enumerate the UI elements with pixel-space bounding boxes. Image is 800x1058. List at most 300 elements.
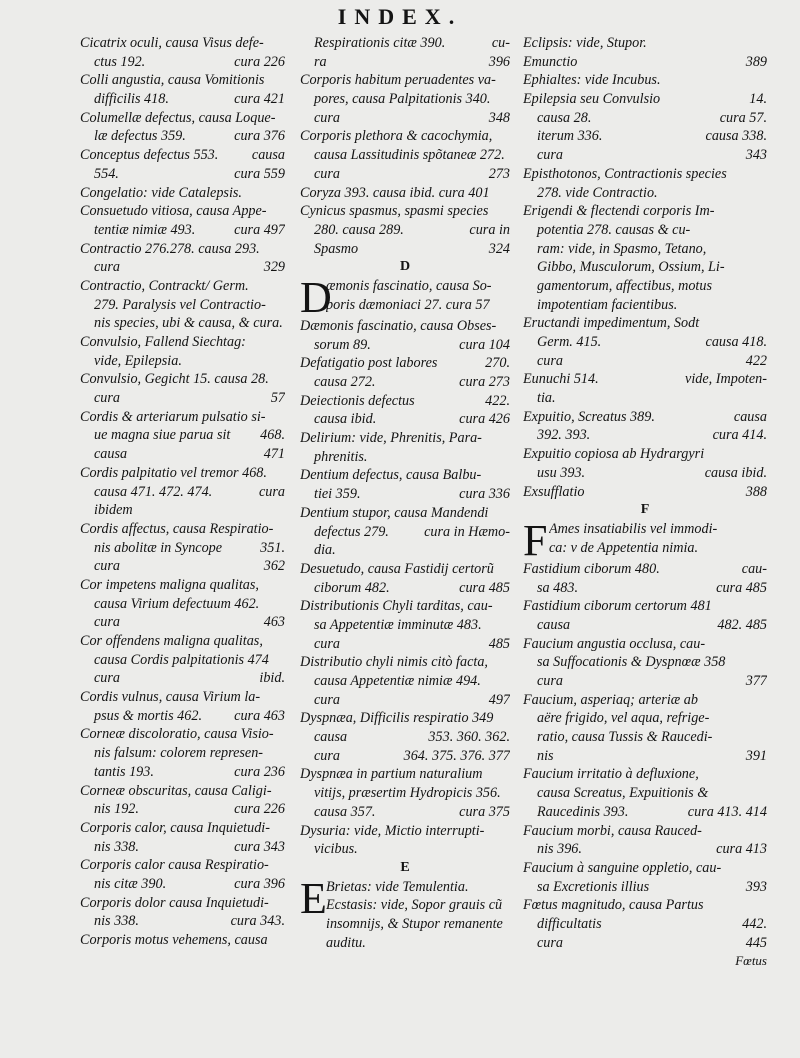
entry-text: Emunctio (523, 53, 578, 70)
entry-reference: 422 (745, 352, 767, 369)
index-entry-line (80, 240, 285, 259)
index-entry-line (523, 240, 767, 259)
entry-text: Corporis motus vehemens, causa (80, 932, 268, 948)
entry-text: tentiæ nimiæ 493. (94, 221, 196, 238)
index-entry-line (300, 221, 510, 240)
entry-text: Columellæ defectus, causa Loque- (80, 109, 276, 126)
index-entry-line (523, 915, 767, 934)
index-entry-line (300, 146, 510, 165)
entry-reference: 393 (745, 878, 767, 895)
index-entry-line (523, 878, 767, 897)
entry-text: Defatigatio post labores (300, 355, 438, 372)
index-entry-line (80, 53, 285, 72)
entry-text: Corneæ discoloratio, causa Visio- (80, 726, 274, 743)
entry-reference: cura 485 (459, 579, 510, 596)
entry-reference: 273 (488, 165, 510, 182)
index-entry-line (300, 485, 510, 504)
index-entry-line (80, 539, 285, 558)
entry-text: Conceptus defectus 553. (80, 147, 219, 164)
index-entry-line (300, 803, 510, 822)
entry-text: Raucedinis 393. (537, 803, 629, 820)
catchword: Fœtus (735, 953, 767, 969)
entry-reference: 468. (260, 427, 285, 444)
index-entry-line (300, 373, 510, 392)
index-entry-line (523, 202, 767, 221)
entry-text: Dæmonis fascinatio, causa Obses- (300, 317, 497, 334)
entry-text: nis 192. (94, 801, 139, 818)
entry-reference: cura 375 (459, 803, 510, 820)
index-entry-line (523, 71, 767, 90)
entry-text: Congelatio: vide Catalepsis. (80, 184, 242, 201)
entry-text: 280. causa 289. (314, 221, 404, 238)
index-entry-line (523, 352, 767, 371)
entry-reference: 396 (488, 53, 510, 70)
index-entry-line (326, 934, 510, 953)
index-entry-line (80, 782, 285, 801)
entry-text: Fastidium ciborum certorum 481 (523, 598, 712, 615)
entry-text: causa 272. (314, 374, 376, 390)
entry-text: iterum 336. (537, 128, 603, 145)
entry-reference: 348 (488, 109, 510, 126)
index-entry-line (80, 632, 285, 651)
entry-text: insomnijs, & Stupor remanente (326, 915, 503, 932)
index-entry-line (523, 672, 767, 691)
index-entry-line (80, 370, 285, 389)
index-entry-line (80, 613, 285, 632)
entry-text: defectus 279. (314, 523, 389, 540)
entry-text: Corporis calor causa Respiratio- (80, 857, 269, 874)
index-entry-line (300, 822, 510, 841)
index-entry-line (523, 90, 767, 109)
entry-text: Dentium stupor, causa Mandendi (300, 504, 489, 521)
index-entry-line (523, 34, 767, 53)
index-entry-line (80, 389, 285, 408)
entry-text: Spasmo (314, 240, 359, 257)
index-entry-line (300, 765, 510, 784)
index-entry-line (523, 109, 767, 128)
entry-reference: 497 (488, 691, 510, 708)
entry-reference: cura 421 (234, 91, 285, 108)
index-entry-line (549, 520, 767, 539)
entry-text: tantis 193. (94, 763, 154, 780)
entry-reference: ibid. (259, 670, 285, 687)
entry-text: nis citæ 390. (94, 875, 167, 892)
index-entry-line (80, 165, 285, 184)
entry-text: cura (314, 635, 341, 652)
index-entry-line (80, 333, 285, 352)
index-entry-line (300, 747, 510, 766)
entry-text: causa 357. (314, 803, 376, 820)
entry-text: causa ibid. (314, 411, 377, 428)
entry-text: Cor impetens maligna qualitas, (80, 576, 259, 593)
entry-reference: 14. (749, 91, 767, 108)
index-column-1 (80, 34, 285, 950)
index-entry-line (523, 840, 767, 859)
index-entry-line (523, 709, 767, 728)
page-title: INDEX. (337, 4, 463, 29)
index-entry-line (80, 520, 285, 539)
entry-text: Ecstasis: vide, Sopor grauis cũ (326, 897, 503, 914)
entry-reference: 351. (260, 539, 285, 556)
entry-text: nis 338. (94, 913, 139, 930)
entry-text: sa 483. (537, 579, 578, 596)
entry-text: causa (314, 729, 348, 746)
index-entry-line (300, 597, 510, 616)
index-entry-line (523, 653, 767, 672)
entry-text: impotentiam facientibus. (537, 296, 678, 313)
entry-text: cura (537, 673, 564, 689)
index-entry-line (80, 71, 285, 90)
entry-text: Epilepsia seu Convulsio (523, 91, 661, 108)
entry-reference: 364. 375. 376. 377 (403, 747, 510, 764)
index-entry-line (300, 392, 510, 411)
index-entry-line (300, 109, 510, 128)
entry-text: 554. (94, 165, 119, 182)
section-initial-entry (523, 515, 767, 565)
entry-text: cura (94, 670, 121, 687)
entry-reference: 362 (263, 558, 285, 575)
entry-reference: 422. (485, 392, 510, 409)
entry-text: causa Appetentiæ nimiæ 494. (314, 673, 481, 689)
index-entry-line (523, 258, 767, 277)
entry-text: cura (314, 691, 341, 708)
entry-text: Cynicus spasmus, spasmi species (300, 203, 489, 220)
index-entry-line (80, 595, 285, 614)
entry-reference: cau- (741, 560, 767, 577)
entry-text: Exsufflatio (523, 483, 585, 500)
initial-entry-lines (549, 520, 767, 560)
index-entry-line (80, 669, 285, 688)
entry-reference: 57 (270, 390, 285, 407)
entry-text: cura (314, 747, 341, 764)
index-entry-line (80, 352, 285, 371)
index-entry-line (80, 314, 285, 333)
index-entry-line (80, 146, 285, 165)
entry-reference: cura 104 (459, 336, 510, 353)
index-entry-line (523, 728, 767, 747)
entry-text: Dentium defectus, causa Balbu- (300, 467, 482, 484)
entry-reference: cura 376 (234, 128, 285, 145)
index-entry-line (300, 165, 510, 184)
index-entry-line (80, 576, 285, 595)
entry-reference: cura (258, 483, 285, 500)
index-entry-line (523, 803, 767, 822)
index-entry-line (523, 616, 767, 635)
index-entry-line (523, 635, 767, 654)
entry-reference: cura 57. (719, 109, 767, 126)
index-entry-line (300, 840, 510, 859)
entry-text: Convulsio, Gegicht 15. causa 28. (80, 371, 269, 388)
index-entry-line (80, 445, 285, 464)
index-entry-line (523, 859, 767, 878)
entry-reference: cura 497 (234, 221, 285, 238)
index-entry-line (523, 445, 767, 464)
entry-text: cura (537, 147, 564, 164)
index-column-3 (523, 34, 767, 971)
index-entry-line (80, 800, 285, 819)
index-entry-line (80, 912, 285, 931)
index-entry-line (80, 707, 285, 726)
index-entry-line (326, 896, 510, 915)
entry-text: causa Screatus, Expuitionis & (537, 785, 709, 802)
entry-text: tiei 359. (314, 486, 361, 503)
index-entry-line (300, 709, 510, 728)
index-entry-line (80, 109, 285, 128)
entry-text: Faucium morbi, causa Rauced- (523, 822, 702, 839)
entry-reference: cura 463 (234, 707, 285, 724)
entry-reference: cura 226 (234, 53, 285, 70)
entry-reference: cura 485 (716, 579, 767, 596)
index-entry-line (523, 579, 767, 598)
entry-reference: cura 414. (712, 427, 767, 444)
entry-reference: cura in (469, 221, 510, 238)
entry-text: vide, Epilepsia. (94, 352, 182, 369)
entry-text: Dyspnæa, Difficilis respiratio 349 (300, 710, 494, 727)
entry-text: Episthotonos, Contractionis species (523, 165, 727, 182)
entry-text: causa Lassitudinis spõtaneæ 272. (314, 147, 505, 164)
index-entry-line (80, 838, 285, 857)
index-entry-line (300, 354, 510, 373)
entry-reference: 388 (745, 483, 767, 500)
index-entry-line (523, 765, 767, 784)
index-entry-line (523, 560, 767, 579)
entry-text: Corneæ obscuritas, causa Caligi- (80, 782, 272, 799)
entry-reference: cura 273 (459, 374, 510, 390)
entry-text: cura (537, 352, 564, 369)
index-entry-line (80, 184, 285, 203)
entry-text: 278. vide Contractio. (537, 184, 658, 201)
entry-reference: cura 413 (716, 841, 767, 858)
entry-reference: 445 (745, 934, 767, 951)
index-entry-line (300, 616, 510, 635)
index-entry-line (326, 277, 510, 296)
index-entry-line (300, 560, 510, 579)
section-letter-heading: F (640, 502, 650, 518)
entry-text: Faucium à sanguine oppletio, cau- (523, 859, 722, 876)
entry-text: poris dæmoniaci 27. cura 57 (326, 296, 490, 313)
index-entry-line (523, 691, 767, 710)
entry-text: ra (314, 53, 327, 70)
index-entry-line (300, 579, 510, 598)
entry-text: ciborum 482. (314, 579, 390, 596)
entry-text: Contractio 276.278. causa 293. (80, 240, 260, 257)
entry-text: nis abolitæ in Syncope (94, 539, 223, 556)
index-entry-line (80, 221, 285, 240)
entry-text: Expuitio, Screatus 389. (523, 408, 655, 425)
index-entry-line (80, 763, 285, 782)
entry-text: Cor offendens maligna qualitas, (80, 633, 263, 649)
index-entry-line (523, 333, 767, 352)
entry-text: nis 396. (537, 841, 582, 858)
entry-reference: causa (251, 147, 285, 164)
entry-text: nis falsum: colorem represen- (94, 745, 264, 762)
entry-text: Fastidium ciborum 480. (523, 560, 660, 577)
index-entry-line (300, 90, 510, 109)
index-entry-line (300, 336, 510, 355)
entry-text: Eclipsis: vide, Stupor. (523, 35, 647, 51)
index-entry-line (80, 34, 285, 53)
entry-reference: 389 (745, 53, 767, 70)
entry-reference: causa ibid. (704, 464, 767, 481)
entry-reference: cura 336 (459, 486, 510, 503)
entry-text: nis 338. (94, 838, 139, 855)
index-entry-line (523, 370, 767, 389)
entry-text: dia. (314, 542, 336, 559)
entry-reference: vide, Impoten- (685, 371, 767, 388)
entry-text: sa Suffocationis & Dyspnœæ 358 (537, 654, 726, 671)
section-letter-heading: E (400, 859, 410, 875)
entry-text: Desuetudo, causa Fastidij certorũ (300, 560, 494, 577)
entry-text: causa (537, 616, 571, 633)
entry-text: Corporis habitum peruadentes va- (300, 72, 496, 89)
index-entry-line (80, 426, 285, 445)
index-entry-line (80, 408, 285, 427)
entry-text: ibidem (94, 502, 133, 519)
drop-capital: E (300, 873, 327, 923)
entry-text: Distributio chyli nimis citò facta, (300, 654, 488, 671)
entry-reference: 463 (263, 614, 285, 631)
index-entry-line (300, 653, 510, 672)
entry-text: Deiectionis defectus (300, 392, 415, 409)
entry-text: Corporis calor, causa Inquietudi- (80, 819, 270, 836)
entry-reference: causa 338. (705, 128, 767, 145)
index-entry-line (80, 651, 285, 670)
entry-text: nis (537, 747, 554, 764)
entry-reference: 377 (745, 673, 767, 689)
index-entry-line (80, 483, 285, 502)
index-entry-line (523, 483, 767, 502)
entry-text: difficilis 418. (94, 91, 169, 108)
index-entry-line (523, 53, 767, 72)
entry-text: Colli angustia, causa Vomitionis (80, 72, 265, 89)
index-entry-line (300, 541, 510, 560)
entry-text: usu 393. (537, 464, 586, 481)
entry-text: Faucium irritatio à defluxione, (523, 766, 699, 783)
index-entry-line (300, 410, 510, 429)
entry-reference: 482. 485 (717, 616, 767, 633)
entry-text: sa Excretionis illius (537, 878, 650, 895)
entry-text: Contractio, Contrackt/ Germ. (80, 277, 249, 294)
entry-text: Dysuria: vide, Mictio interrupti- (300, 822, 485, 839)
entry-text: ue magna siue parua sit (94, 427, 231, 444)
entry-text: cura (94, 259, 121, 276)
entry-text: causa 471. 472. 474. (94, 483, 213, 500)
index-entry-line (300, 202, 510, 221)
initial-entry-lines (326, 878, 510, 953)
index-entry-line (326, 915, 510, 934)
entry-text: Cordis vulnus, causa Virium la- (80, 689, 261, 706)
index-entry-line (80, 277, 285, 296)
entry-reference: 343 (745, 147, 767, 164)
index-entry-line (523, 127, 767, 146)
index-entry-line (80, 875, 285, 894)
index-entry-line (523, 426, 767, 445)
section-initial-entry (300, 272, 510, 322)
entry-reference: causa 418. (705, 334, 767, 350)
index-entry-line (80, 894, 285, 913)
entry-text: æmonis fascinatio, causa So- (326, 277, 492, 294)
index-entry-line (523, 146, 767, 165)
entry-reference: 324 (488, 240, 510, 257)
entry-text: cura (94, 390, 121, 407)
entry-reference: causa (733, 408, 767, 425)
entry-text: Cicatrix oculi, causa Visus defe- (80, 35, 264, 51)
entry-text: vicibus. (314, 841, 358, 858)
index-entry-line (300, 672, 510, 691)
index-entry-line (80, 258, 285, 277)
index-entry-line (523, 822, 767, 841)
index-entry-line (300, 184, 510, 203)
index-entry-line (300, 429, 510, 448)
index-entry-line (523, 747, 767, 766)
entry-text: causa (94, 446, 128, 463)
entry-text: Dyspnæa in partium naturalium (300, 766, 483, 783)
index-entry-line (300, 523, 510, 542)
entry-text: cura (314, 109, 341, 126)
index-entry-line (523, 934, 767, 953)
entry-reference: cura 396 (234, 875, 285, 892)
entry-text: difficultatis (537, 915, 602, 932)
entry-text: auditu. (326, 934, 366, 951)
entry-reference: cura 426 (459, 411, 510, 428)
index-entry-line (300, 784, 510, 803)
index-entry-line (80, 688, 285, 707)
index-entry-line (80, 127, 285, 146)
entry-text: 392. 393. (537, 427, 591, 444)
entry-reference: 329 (263, 259, 285, 276)
entry-text: pores, causa Palpitationis 340. (314, 91, 491, 108)
index-entry-line (300, 317, 510, 336)
index-entry-line (80, 744, 285, 763)
entry-text: phrenitis. (314, 448, 368, 465)
index-entry-line (523, 408, 767, 427)
index-entry-line (523, 184, 767, 203)
entry-text: Cordis palpitatio vel tremor 468. (80, 464, 267, 481)
index-entry-line (80, 557, 285, 576)
index-entry-line (523, 314, 767, 333)
entry-text: Fœtus magnitudo, causa Partus (523, 897, 704, 914)
entry-text: Eructandi impedimentum, Sodt (523, 315, 700, 332)
index-entry-line (80, 819, 285, 838)
index-entry-line (523, 296, 767, 315)
section-letter-heading: D (399, 259, 411, 275)
entry-text: vitijs, præsertim Hydropicis 356. (314, 785, 501, 802)
entry-text: causa Cordis palpitationis 474 (94, 651, 269, 668)
index-entry-line (80, 725, 285, 744)
entry-text: potentia 278. causas & cu- (537, 221, 691, 238)
entry-reference: cura 343 (234, 838, 285, 855)
entry-text: ratio, causa Tussis & Raucedi- (537, 729, 713, 746)
entry-reference: cura 236 (234, 763, 285, 780)
entry-reference: 442. (742, 915, 767, 932)
entry-text: Gibbo, Musculorum, Ossium, Li- (537, 259, 725, 276)
entry-text: Faucium, asperiaq; arteriæ ab (523, 691, 698, 708)
entry-text: Convulsio, Fallend Siechtag: (80, 334, 246, 350)
index-entry-line (523, 221, 767, 240)
entry-text: ram: vide, in Spasmo, Tetano, (537, 240, 707, 257)
entry-text: cura (537, 934, 564, 951)
entry-reference: cura 559 (234, 165, 285, 182)
index-entry-line (300, 240, 510, 259)
entry-text: Brietas: vide Temulentia. (326, 878, 469, 895)
entry-text: tia. (537, 390, 556, 407)
entry-text: 279. Paralysis vel Contractio- (94, 296, 266, 313)
entry-text: Cordis affectus, causa Respiratio- (80, 520, 274, 537)
entry-text: Cordis & arteriarum pulsatio si- (80, 408, 266, 425)
index-entry-line (80, 296, 285, 315)
entry-text: sa Appetentiæ imminutæ 483. (314, 616, 482, 633)
entry-text: Corporis dolor causa Inquietudi- (80, 894, 269, 911)
